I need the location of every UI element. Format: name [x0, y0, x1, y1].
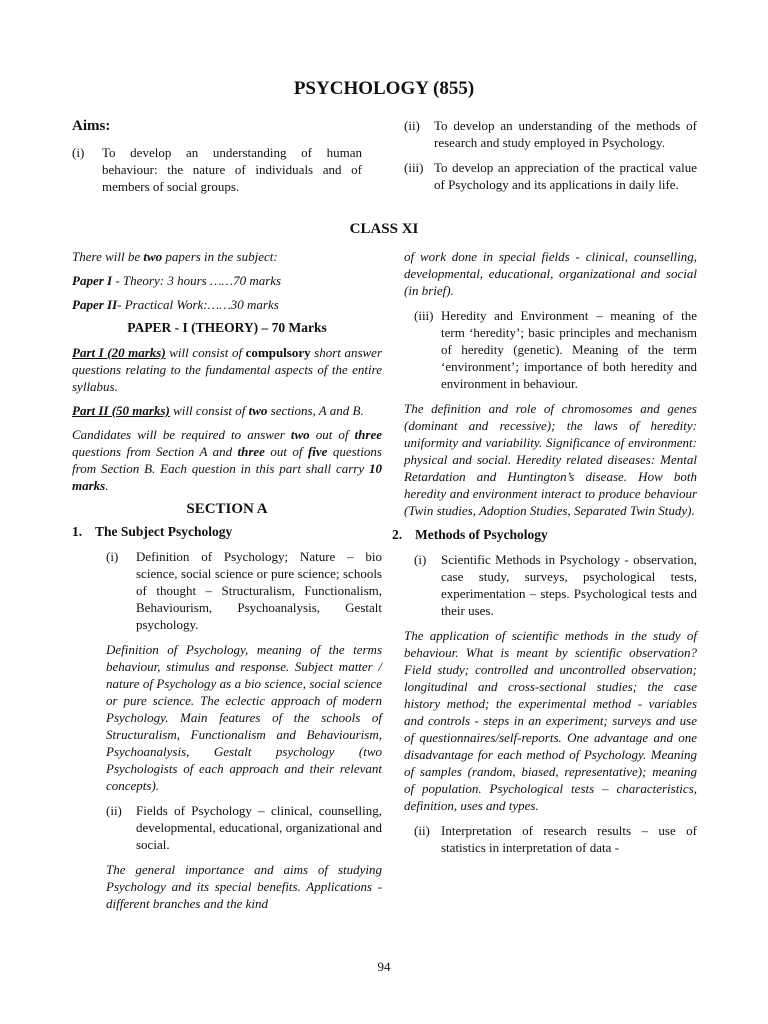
topic1-item-i: (i) Definition of Psychology; Nature – bio science, social science or pure science; schools of thought – Structuralism, Functionalism, Behaviourism, Psychoanalysis, Gestalt psychology.	[106, 549, 382, 632]
candidates-instructions: Candidates will be required to answer two out of three questions from Section A and three out of five questions from Section B. Each question in this part shall carry 10 marks.	[72, 427, 382, 493]
topic1-item-iii-description: The definition and role of chromosomes and genes (dominant and recessive); the laws of heredity: uniformity and variability. Significance of environment: physical and social. Heredity related diseases: Mental Retardation and Huntington’s disease. How both heredity and environment interact to produce behaviour (Twin studies, Adoption Studies, Separated Twin Study).	[404, 401, 697, 518]
aim-item-2	[404, 117, 697, 151]
aims-heading: Aims:	[72, 118, 111, 134]
topic2-heading: 2. Methods of Psychology	[392, 527, 548, 542]
topic1-item-ii: (ii) Fields of Psychology – clinical, counselling, developmental, educational, organizational and social.	[106, 803, 382, 852]
topic2-item-ii: (ii) Interpretation of research results – use of statistics in interpretation of data -	[414, 823, 697, 855]
aim-text: To develop an understanding of human behaviour: the nature of individuals and of members of social groups.	[102, 145, 362, 194]
section-a-heading: SECTION A	[186, 501, 268, 517]
class-title: CLASS XI	[349, 221, 419, 237]
paper1-heading: PAPER - I (THEORY) – 70 Marks	[127, 320, 327, 335]
topic1-subitems	[106, 548, 382, 912]
aim-text: To develop an appreciation of the practical value of Psychology and its applications in daily life.	[434, 160, 697, 192]
aims-left-block	[72, 118, 362, 203]
paper1-line: Paper I - Theory: 3 hours ……70 marks	[72, 273, 282, 288]
aim-item-3	[404, 159, 697, 193]
page-title: PSYCHOLOGY (855)	[293, 78, 475, 99]
topic1-item-ii-description: The general importance and aims of studying Psychology and its special benefits. Applications - different branches and the kind	[106, 862, 382, 911]
aim-item-1	[72, 144, 362, 195]
left-column	[72, 248, 382, 920]
topic1-heading: 1. The Subject Psychology	[72, 524, 233, 539]
part2-description: Part II (50 marks) will consist of two sections, A and B.	[72, 403, 364, 418]
topic1-item-ii-description-continued: of work done in special fields - clinical, counselling, developmental, educational, organizational and social (in brief).	[404, 249, 697, 298]
part1-description: Part I (20 marks) will consist of compulsory short answer questions relating to the fundamental aspects of the entire syllabus.	[72, 345, 383, 394]
topic1-item-iii: (iii) Heredity and Environment – meaning of the term ‘heredity’; basic principles and mechanism of heredity (genetic). Meaning of the term ‘environment’; importance of both heredity and environment in behaviour.	[414, 308, 697, 391]
aim-number: (ii)	[404, 118, 420, 133]
aim-text: To develop an understanding of the methods of research and study employed in Psychology.	[434, 118, 697, 150]
right-column	[392, 248, 697, 864]
topic2-item-i: (i) Scientific Methods in Psychology - observation, case study, surveys, psychological tests, experimentation – steps. Psychological tests and their uses.	[414, 552, 697, 618]
paper2-line: Paper II- Practical Work:……30 marks	[72, 297, 279, 312]
topic2-item-i-description: The application of scientific methods in the study of behaviour. What is meant by scientific observation? Field study; controlled and uncontrolled observation; longitudinal and cross-sectional studies; the case history method; the experimental method - variables and controls - steps in an experiment; surveys and use of questionnaires/self-reports. One advantage and one disadvantage for each method of Psychology. Meaning of samples (random, biased, representative); meaning of population. Psychological tests – characteristics, definition, uses and types.	[404, 628, 697, 813]
aims-right-block	[404, 117, 697, 201]
aim-number: (i)	[72, 145, 85, 160]
page-number: 94	[377, 959, 391, 974]
topic1-item-i-description: Definition of Psychology, meaning of the terms behaviour, stimulus and response. Subject matter / nature of Psychology as a bio science, social science or pure science. The eclectic approach of modern Psychology. Main features of the schools of Structuralism, Functionalism and Behaviourism, Psychoanalysis, Gestalt psychology (two Psychologists of each approach and their relevant concepts).	[106, 642, 382, 793]
aim-number: (iii)	[404, 160, 424, 175]
papers-intro: There will be two papers in the subject:	[72, 249, 278, 264]
